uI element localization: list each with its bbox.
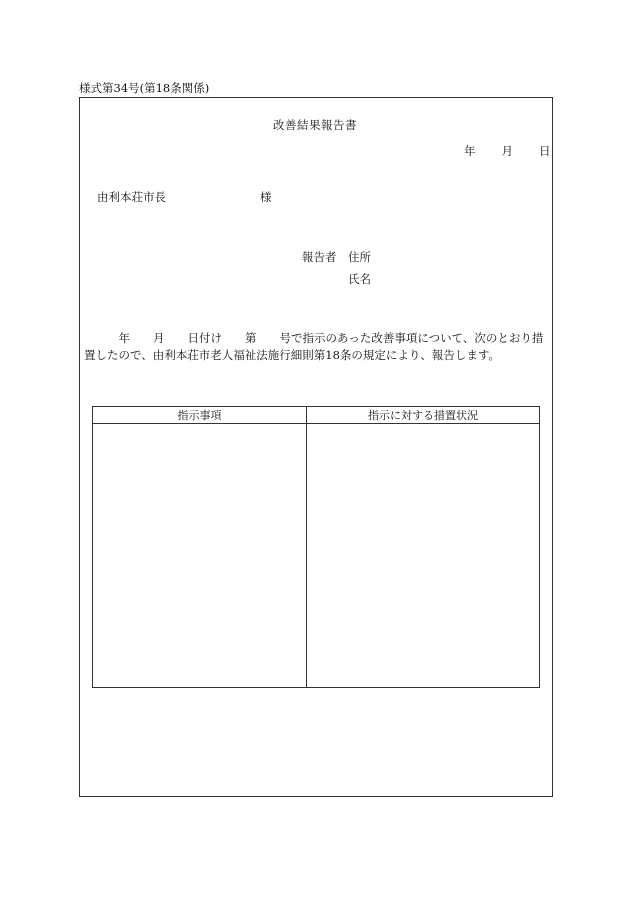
reporter-address-label: 住所 [348, 250, 371, 264]
reporter-name-label: 氏名 [348, 272, 371, 286]
instruction-cell[interactable] [93, 424, 307, 687]
form-number: 様式第34号(第18条関係) [79, 81, 210, 95]
reporter-label: 報告者 [302, 250, 337, 264]
date-row [464, 143, 551, 159]
date-year-label: 年 [464, 144, 476, 158]
table-header-measure-status: 指示に対する措置状況 [307, 407, 539, 424]
date-day-label: 日 [539, 144, 551, 158]
table-header-instruction: 指示事項 [93, 407, 307, 424]
addressee-honorific: 様 [260, 190, 272, 204]
measure-status-cell[interactable] [307, 424, 539, 687]
document-title: 改善結果報告書 [273, 118, 357, 132]
addressee-name: 由利本荘市長 [97, 190, 166, 204]
improvement-table [92, 406, 540, 688]
report-body-text [84, 330, 548, 364]
body-text-line-1: 年 月 日付け 第 号で指示のあった改善事項について、次のとおり措 [84, 331, 544, 345]
body-text-line-2: 置したので、由利本荘市老人福祉法施行細則第18条の規定により、報告します。 [84, 348, 500, 362]
date-month-label: 月 [501, 144, 513, 158]
